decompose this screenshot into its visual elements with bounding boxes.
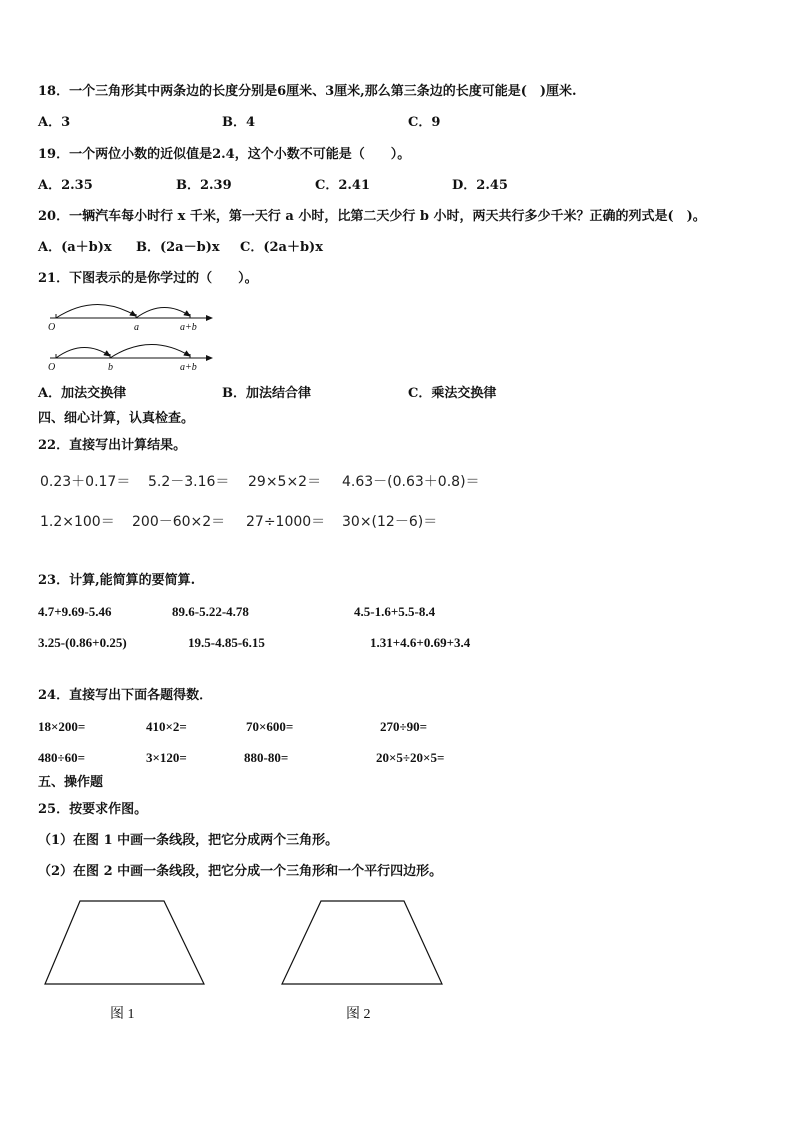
- q21-stem: 21．下图表示的是你学过的（ ）。: [38, 271, 258, 286]
- q23-r2-c2: 19.5-4.85-6.15: [188, 635, 265, 650]
- q24-r2-c1: 480÷60=: [38, 750, 86, 765]
- arc-a: [56, 304, 136, 318]
- arc-b: [136, 307, 190, 318]
- q23-r1-c2: 89.6-5.22-4.78: [172, 604, 249, 619]
- number-line-diagram: [40, 296, 220, 376]
- line1-label-ab: a+b: [180, 322, 197, 333]
- q23-stem: 23．计算,能简算的要简算.: [38, 573, 196, 588]
- q19-option-c: C．2.41: [315, 178, 371, 193]
- trapezoid-figure-1: [40, 898, 210, 988]
- figure-2-caption: 图 2: [346, 1007, 371, 1022]
- q22-r2-c2: 200－60×2＝: [132, 514, 226, 530]
- q23-r1-c1: 4.7+9.69-5.46: [38, 604, 112, 619]
- q22-r2-c3: 27÷1000＝: [246, 514, 326, 530]
- section-5-heading: 五、操作题: [38, 775, 104, 790]
- line2-label-ab: a+b: [180, 362, 197, 373]
- figure-1-caption: 图 1: [110, 1007, 135, 1022]
- q22-r2-c1: 1.2×100＝: [40, 514, 115, 530]
- q19-option-b: B．2.39: [176, 178, 232, 193]
- q24-r2-c2: 3×120=: [146, 750, 187, 765]
- q24-r1-c1: 18×200=: [38, 719, 86, 734]
- q24-r2-c3: 880-80=: [244, 750, 289, 765]
- line1-label-a: a: [134, 322, 139, 333]
- q20-option-c: C．(2a＋b)x: [240, 240, 323, 255]
- q18-stem: 18．一个三角形其中两条边的长度分别是6厘米、3厘米,那么第三条边的长度可能是( )厘米.: [38, 84, 577, 99]
- q21-option-a: A．加法交换律: [38, 386, 127, 401]
- q21-option-c: C．乘法交换律: [408, 386, 497, 401]
- trapezoid-figure-2: [278, 898, 448, 988]
- q22-r1-c1: 0.23＋0.17＝: [40, 474, 131, 490]
- q18-option-b: B．4: [222, 115, 256, 130]
- q20-stem: 20．一辆汽车每小时行 x 千米，第一天行 a 小时，比第二天少行 b 小时，两天共行多少千米？正确的列式是( )。: [38, 209, 706, 224]
- q23-r1-c3: 4.5-1.6+5.5-8.4: [354, 604, 436, 619]
- q24-stem: 24．直接写出下面各题得数．: [38, 688, 213, 703]
- q20-option-b: B．(2a－b)x: [136, 240, 220, 255]
- q25-stem: 25．按要求作图。: [38, 802, 148, 817]
- q25-part-1: （1）在图 1 中画一条线段，把它分成两个三角形。: [38, 833, 339, 848]
- q21-option-b: B．加法结合律: [222, 386, 311, 401]
- q22-r1-c4: 4.63－(0.63＋0.8)＝: [342, 474, 480, 490]
- q22-r1-c3: 29×5×2＝: [248, 474, 322, 490]
- q19-option-d: D．2.45: [452, 178, 508, 193]
- q22-r1-c2: 5.2－3.16＝: [148, 474, 230, 490]
- line2-label-o: O: [48, 362, 56, 373]
- q24-r1-c3: 70×600=: [246, 719, 294, 734]
- q24-r1-c4: 270÷90=: [380, 719, 428, 734]
- q23-r2-c1: 3.25-(0.86+0.25): [38, 635, 127, 650]
- q18-option-c: C．9: [408, 115, 441, 130]
- q22-stem: 22．直接写出计算结果。: [38, 438, 187, 453]
- section-4-heading: 四、细心计算，认真检查。: [38, 411, 195, 426]
- q23-r2-c3: 1.31+4.6+0.69+3.4: [370, 635, 471, 650]
- q18-option-a: A．3: [38, 115, 71, 130]
- q24-r1-c2: 410×2=: [146, 719, 187, 734]
- line1-label-o: O: [48, 322, 56, 333]
- arc-a-2: [110, 344, 190, 358]
- q20-option-a: A．(a＋b)x: [38, 240, 112, 255]
- arc-b-2: [56, 347, 110, 358]
- q25-part-2: （2）在图 2 中画一条线段，把它分成一个三角形和一个平行四边形。: [38, 864, 443, 879]
- q22-r2-c4: 30×(12－6)＝: [342, 514, 438, 530]
- q19-option-a: A．2.35: [38, 178, 93, 193]
- q24-r2-c4: 20×5÷20×5=: [376, 750, 445, 765]
- q19-stem: 19．一个两位小数的近似值是2.4，这个小数不可能是（ ）。: [38, 147, 411, 162]
- line2-label-b: b: [108, 362, 113, 373]
